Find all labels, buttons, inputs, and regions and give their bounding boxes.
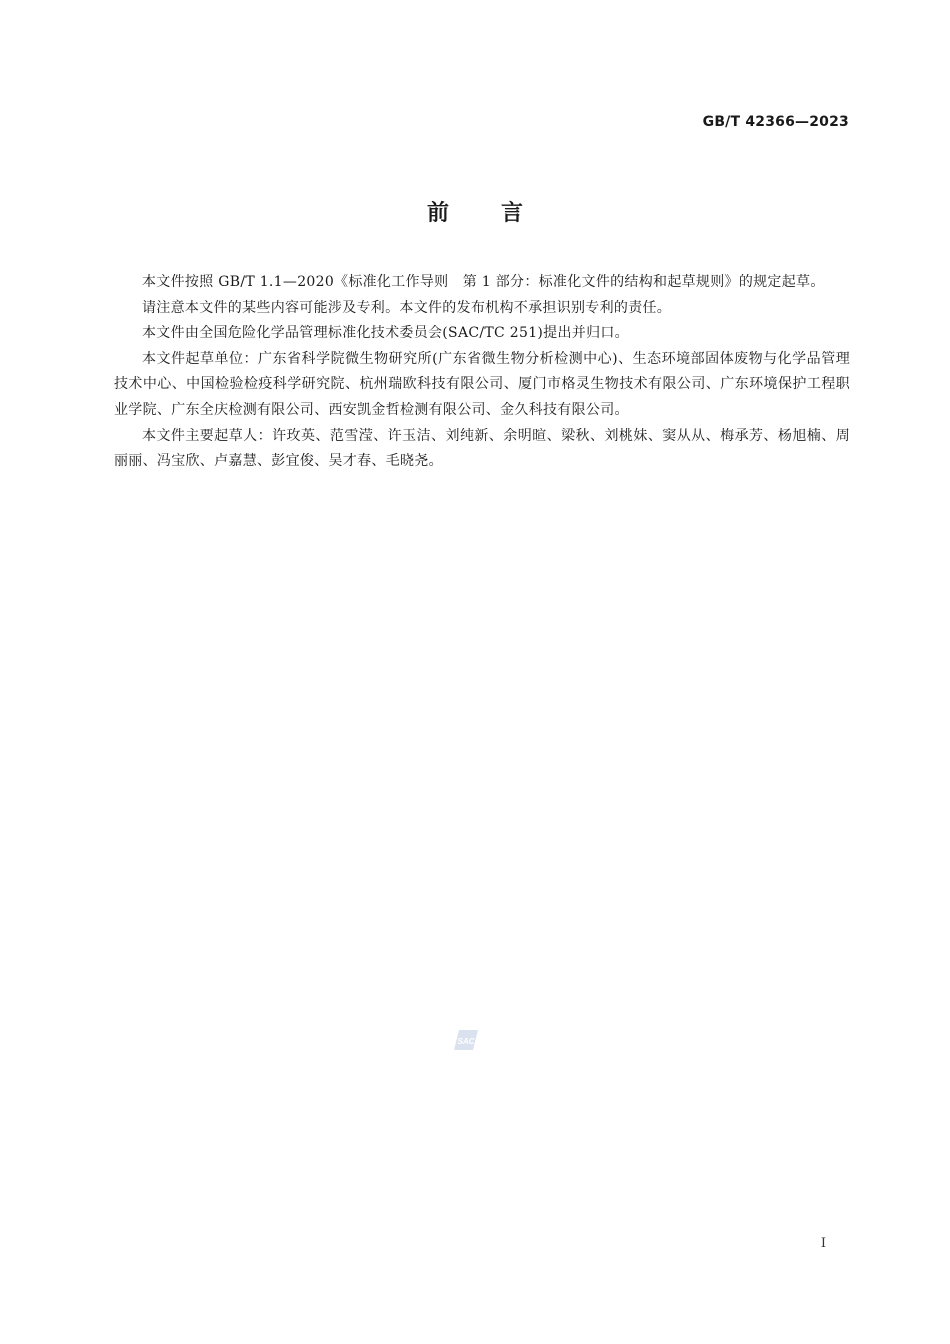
watermark-text: SAC: [457, 1037, 475, 1046]
paragraph-proposer: 本文件由全国危险化学品管理标准化技术委员会(SAC/TC 251)提出并归口。: [142, 325, 629, 342]
foreword-body: [114, 270, 850, 475]
paragraph-drafting-rules: 本文件按照 GB/T 1.1—2020《标准化工作导则 第 1 部分：标准化文件的结构和起草规则》的规定起草。: [142, 274, 825, 290]
paragraph-drafters: 本文件主要起草人：许玫英、范雪滢、许玉洁、刘纯新、余明暄、梁秋、刘桃妹、窦从从、梅承芳、杨旭楠、周丽丽、冯宝欣、卢嘉慧、彭宜俊、吴才春、毛晓尧。: [114, 427, 850, 470]
paragraph-patent-notice: 请注意本文件的某些内容可能涉及专利。本文件的发布机构不承担识别专利的责任。: [142, 299, 672, 316]
paragraph-drafting-units: 本文件起草单位：广东省科学院微生物研究所(广东省微生物分析检测中心)、生态环境部固体废物与化学品管理技术中心、中国检验检疫科学研究院、杭州瑞欧科技有限公司、厦门市格灵生物技术有限公司、广东环境保护工程职业学院、广东全庆检测有限公司、西安凯金哲检测有限公司、金久科技有限公司。: [114, 350, 850, 418]
sac-watermark-icon: [453, 1029, 479, 1051]
page-number: I: [820, 1236, 826, 1251]
standard-number: GB/T 42366—2023: [702, 114, 849, 130]
page-title: 前言: [426, 201, 575, 226]
